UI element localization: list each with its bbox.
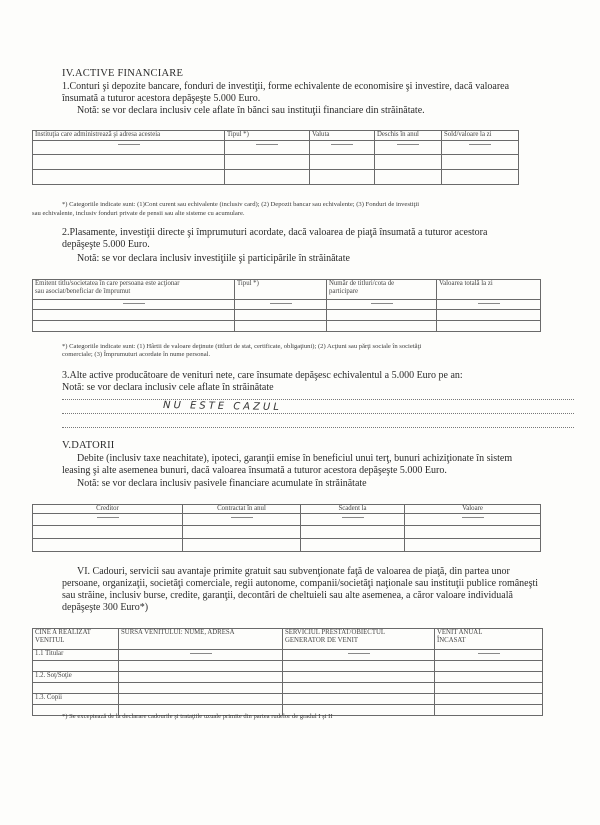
table-row (33, 683, 543, 694)
table-row (33, 321, 541, 332)
debts-col-due: Scadent la (301, 505, 405, 514)
gifts-col-who-2: VENITUL (35, 636, 65, 644)
gifts-row-spouse: 1.2. Soţ/Soţie (33, 672, 119, 683)
gifts-row-holder: 1.1 Titular (33, 650, 119, 661)
dotted-line (62, 399, 574, 400)
gifts-col-service-1: SERVICIUL PRESTAT/OBIECTUL (285, 629, 386, 636)
accounts-col-balance: Sold/valoare la zi (442, 131, 519, 141)
accounts-footnote-1: *) Categoriile indicate sunt: (1)Cont curent sau echivalente (inclusiv card); (2) Depozit bancar sau echivalente; (3) Fonduri de investiţii (62, 201, 420, 208)
table-row (33, 300, 541, 310)
section-iv-p2-line2: depăşeşte 5.000 Euro. (62, 239, 150, 250)
section-iv-p1-note: Notă: se vor declara inclusiv cele aflate în bănci sau instituţii financiare din străinătate. (77, 105, 425, 116)
gifts-col-who-1: CINE A REALIZAT (35, 629, 91, 636)
section-vi-line4: depăşeşte 300 Euro*) (62, 602, 149, 613)
handwritten-not-applicable: NU ESTE CAZUL (162, 399, 282, 414)
investments-col-issuer-1: Emitent titlu/societatea în care persoana este acţionar (35, 280, 180, 287)
gifts-table (32, 628, 543, 716)
investments-footnote-2: comerciale; (3) Împrumuturi acordate în nume personal. (62, 351, 211, 358)
table-row (33, 650, 543, 661)
table-row (33, 310, 541, 321)
table-row (33, 672, 543, 683)
table-row (33, 141, 519, 155)
section-iv-p3-note: Notă: se vor declara inclusiv cele aflate în străinătate (62, 382, 274, 393)
accounts-table (32, 130, 519, 185)
section-iv-p2-note: Notă: se vor declara inclusiv investiţiile şi participările în străinătate (77, 253, 350, 264)
table-row (33, 514, 541, 526)
gifts-row-children: 1.3. Copii (33, 694, 119, 705)
section-v-line2: leasing şi alte asemenea bunuri, dacă valoarea însumată a tuturor acestora depăşeşte 5.000 Euro. (62, 465, 447, 476)
debts-table (32, 504, 541, 552)
section-vi-line1: VI. Cadouri, servicii sau avantaje primite gratuit sau subvenţionate faţă de valoarea de piaţă, din partea unor (77, 566, 510, 577)
accounts-col-institution: Instituţia care administrează şi adresa acesteia (33, 131, 225, 141)
section-iv-p1-line2: însumată a tuturor acestora depăşeşte 5.000 Euro. (62, 93, 261, 104)
accounts-footnote-2: sau echivalente, inclusiv fonduri private de pensii sau alte sisteme cu acumulare. (32, 210, 245, 217)
investments-col-count-1: Număr de titluri/cota de (329, 280, 395, 287)
section-v-title: V.DATORII (62, 440, 115, 451)
section-iv-p2-line1: 2.Plasamente, investiţii directe şi împrumuturi acordate, dacă valoarea de piaţă însumată a tuturor acestora (62, 227, 488, 238)
section-vi-line2: persoane, organizaţii, societăţi comerciale, regii autonome, companii/societăţi naţionale sau instituţii publice româneşti (62, 578, 539, 589)
accounts-col-currency: Valuta (310, 131, 375, 141)
investments-col-type: Tipul *) (235, 280, 327, 300)
gifts-col-service-2: GENERATOR DE VENIT (285, 636, 358, 644)
debts-col-contracted: Contractat în anul (183, 505, 301, 514)
table-row (33, 694, 543, 705)
gifts-col-source: SURSA VENITULUI: NUME, ADRESA (119, 629, 283, 650)
table-row (33, 661, 543, 672)
investments-col-value: Valoarea totală la zi (437, 280, 541, 300)
table-row (33, 539, 541, 552)
investments-table (32, 279, 541, 332)
investments-col-count-2: participare (329, 287, 359, 295)
investments-col-issuer-2: sau asociat/beneficiar de împrumut (35, 287, 131, 295)
table-row (33, 526, 541, 539)
dotted-line (62, 427, 574, 428)
section-v-note: Notă: se vor declara inclusiv pasivele financiare acumulate în străinătate (77, 478, 367, 489)
accounts-col-opened: Deschis în anul (375, 131, 442, 141)
gifts-col-income-2: ÎNCASAT (437, 636, 466, 644)
table-row (33, 155, 519, 170)
gifts-footnote: *) Se exceptează de la declarare cadourile şi trataţiile uzuale primite din partea rudelor de gradul I şi II (62, 713, 333, 720)
investments-footnote-1: *) Categoriile indicate sunt: (1) Hârtii de valoare deţinute (titluri de stat, certificate, obligaţiuni); (2) Acţiuni sau părţi sociale în societăţi (62, 343, 422, 350)
section-v-line1: Debite (inclusiv taxe neachitate), ipoteci, garanţii emise în beneficiul unui terţ, bunuri achiziţionate în sistem (77, 453, 513, 464)
accounts-col-type: Tipul *) (225, 131, 310, 141)
gifts-col-income-1: VENIT ANUAL (437, 629, 483, 636)
debts-col-creditor: Creditor (33, 505, 183, 514)
table-row (33, 170, 519, 185)
section-iv-p3-line1: 3.Alte active producătoare de venituri nete, care însumate depăşesc echivalentul a 5.000 Euro pe an: (62, 370, 463, 381)
section-iv-title: IV.ACTIVE FINANCIARE (62, 68, 184, 79)
section-vi-line3: sau străine, inclusiv burse, credite, garanţii, decontări de cheltuieli sau alte asemenea, a căror valoare individuală (62, 590, 513, 601)
section-iv-p1-line1: 1.Conturi şi depozite bancare, fonduri de investiţii, forme echivalente de economisire şi investire, dacă valoarea (62, 81, 510, 92)
debts-col-value: Valoare (405, 505, 541, 514)
dotted-line (62, 413, 574, 414)
